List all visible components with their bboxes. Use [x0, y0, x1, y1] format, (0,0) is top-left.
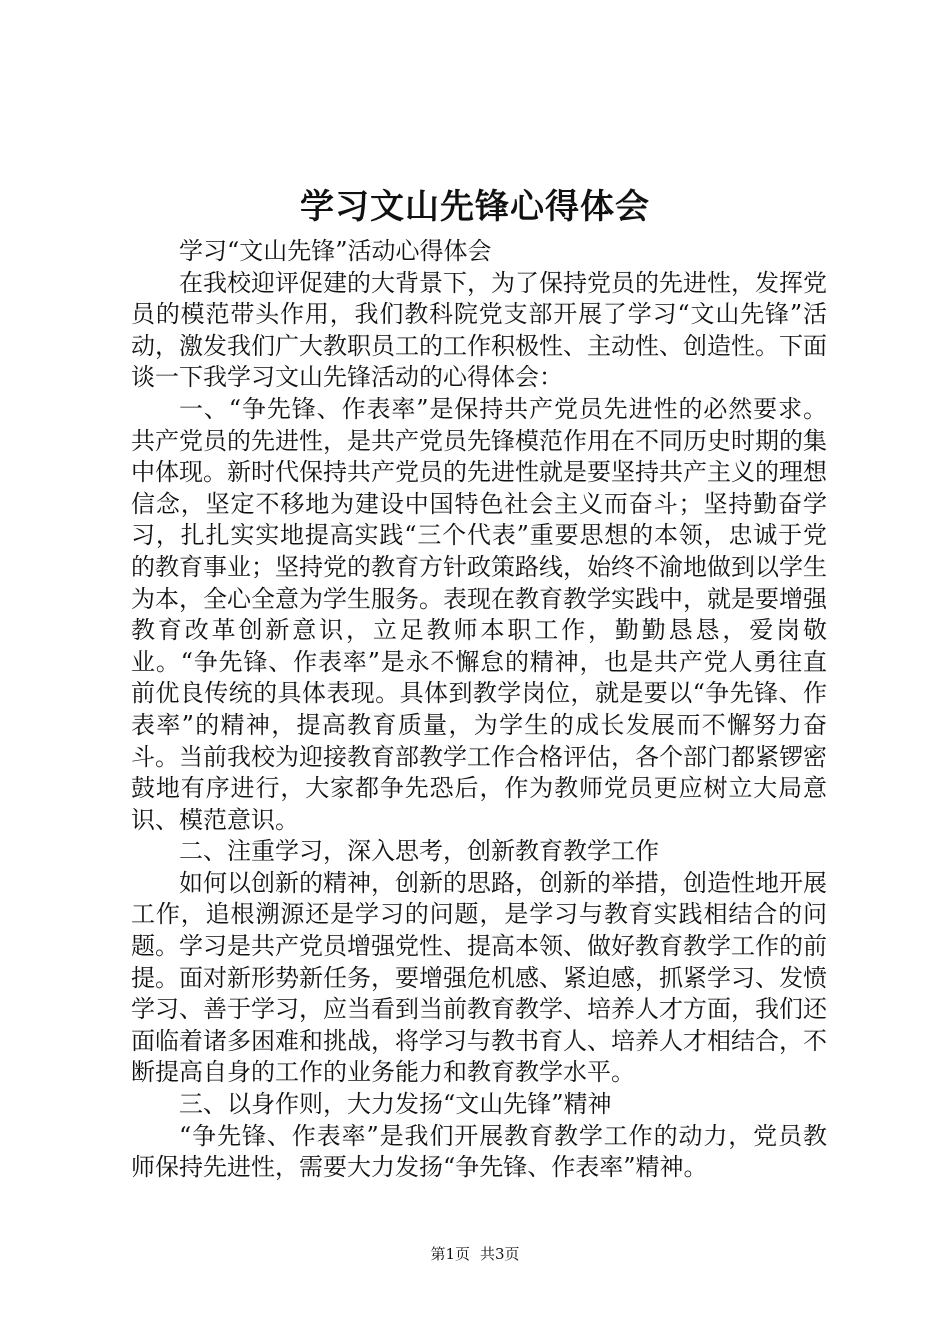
paragraph-subtitle: 学习“文山先锋”活动心得体会 — [179, 237, 492, 265]
paragraph-section-two: 如何以创新的精神，创新的思路，创新的举措，创造性地开展工作，追根溯源还是学习的问题，是学习与教育实践相结合的问题。学习是共产党员增强党性、提高本领、做好教育教学工作的前提。面对新形势新任务，要增强危机感、紧迫感，抓紧学习、发愤学习、善于学习，应当看到当前教育教学、培养人才方面，我们还面临着诸多困难和挑战，将学习与教书育人、培养人才相结合，不断提高自身的工作的业务能力和教育教学水平。 — [131, 868, 827, 1087]
page-total: 共3页 — [480, 1245, 520, 1263]
paragraph-section-one: 一、“争先锋、作表率”是保持共产党员先进性的必然要求。共产党员的先进性，是共产党员先锋模范作用在不同历史时期的集中体现。新时代保持共产党员的先进性就是要坚持共产主义的理想信念，坚定不移地为建设中国特色社会主义而奋斗；坚持勤奋学习，扎扎实实地提高实践“三个代表”重要思想的本领，忠诚于党的教育事业；坚持党的教育方针政策路线，始终不渝地做到以学生为本，全心全意为学生服务。表现在教育教学实践中，就是要增强教育改革创新意识，立足教师本职工作，勤勤恳恳，爱岗敬业。“争先锋、作表率”是永不懈怠的精神，也是共产党人勇往直前优良传统的具体表现。具体到教学岗位，就是要以“争先锋、作表率”的精神，提高教育质量，为学生的成长发展而不懈努力奋斗。当前我校为迎接教育部教学工作合格评估，各个部门都紧锣密鼓地有序进行，大家都争先恐后，作为教师党员更应树立大局意识、模范意识。 — [131, 394, 827, 834]
heading-section-two: 二、注重学习，深入思考，创新教育教学工作 — [179, 837, 659, 866]
document-title: 学习文山先锋心得体会 — [300, 187, 650, 227]
document-body — [131, 236, 827, 1184]
page-footer — [0, 1244, 950, 1264]
heading-section-three: 三、以身作则，大力发扬“文山先锋”精神 — [179, 1090, 612, 1119]
paragraph-section-three: “争先锋、作表率”是我们开展教育教学工作的动力，党员教师保持先进性，需要大力发扬“争先锋、作表率”精神。 — [131, 1121, 827, 1182]
page-number: 第1页 — [430, 1245, 470, 1263]
paragraph-intro: 在我校迎评促建的大背景下，为了保持党员的先进性，发挥党员的模范带头作用，我们教科院党支部开展了学习“文山先锋”活动，激发我们广大教职员工的工作积极性、主动性、创造性。下面谈一下我学习文山先锋活动的心得体会： — [131, 268, 827, 392]
